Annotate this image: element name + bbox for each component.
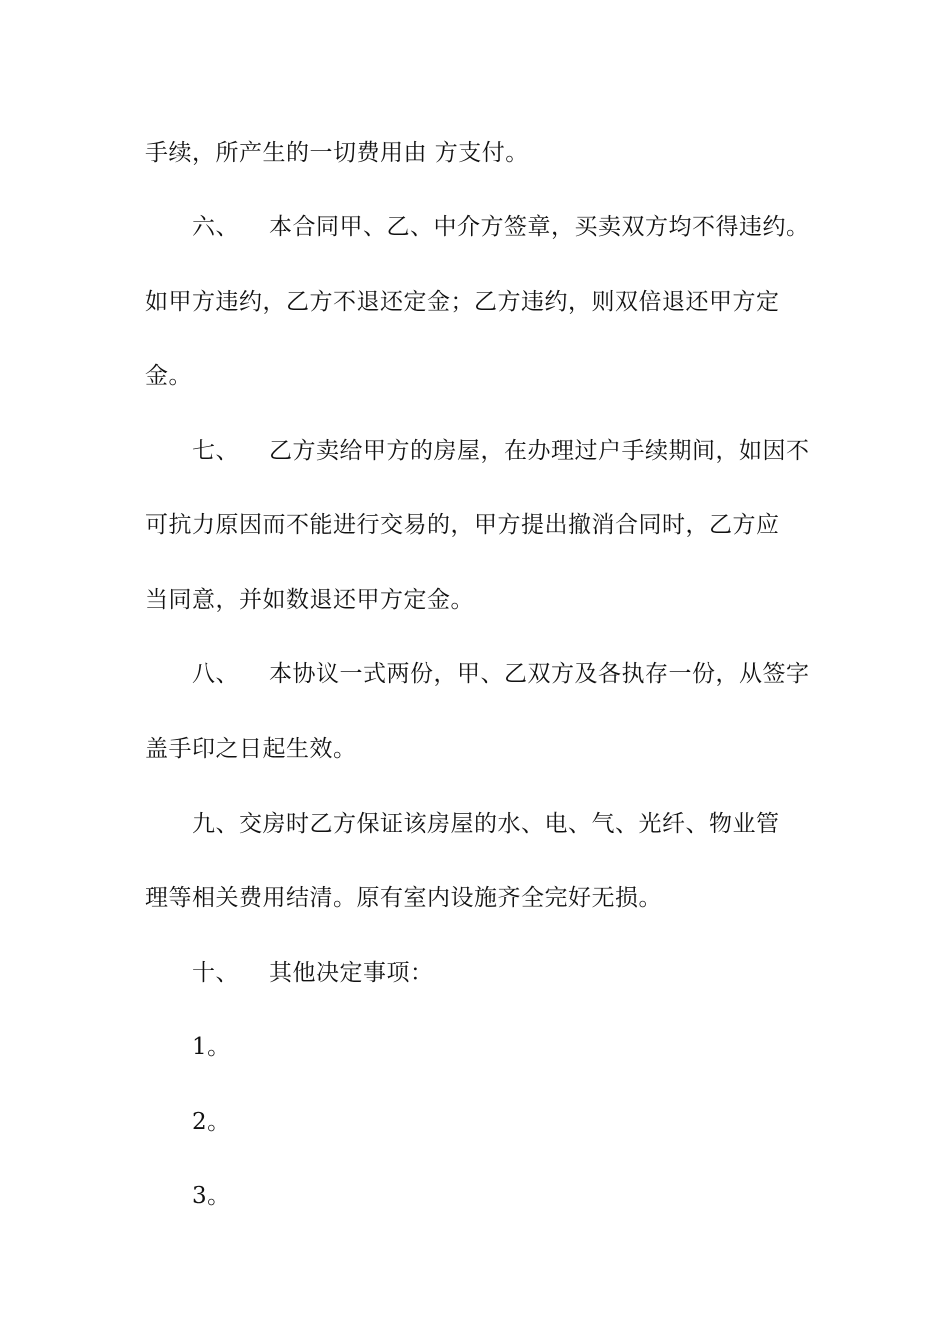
clause-number: 七、: [192, 438, 239, 464]
clause-text: 九、交房时乙方保证该房屋的水、电、气、光纤、物业管: [192, 811, 780, 837]
clause-number: 六、: [192, 214, 239, 240]
clause-text: 本协议一式两份，甲、乙双方及各执存一份，从签字: [269, 661, 810, 687]
clause-text: 本合同甲、乙、中介方签章，买卖双方均不得违约。: [269, 214, 810, 240]
clause-text: 其他决定事项：: [269, 960, 434, 986]
list-item-number: 2。: [192, 1109, 231, 1135]
text-line: [145, 510, 825, 540]
text-line-content: 当同意，并如数退还甲方定金。: [145, 587, 474, 613]
text-line: [145, 287, 825, 317]
text-line-content: 盖手印之日起生效。: [145, 736, 357, 762]
text-line: [145, 361, 825, 391]
text-line: [145, 734, 825, 764]
text-line-content: 手续，所产生的一切费用由 方支付。: [145, 140, 529, 166]
text-line-content: 理等相关费用结清。原有室内设施齐全完好无损。: [145, 885, 662, 911]
clause-eight-line: [192, 659, 872, 689]
list-item: [192, 1032, 872, 1062]
clause-six-line: [192, 212, 872, 242]
text-line: [145, 585, 825, 615]
text-line-content: 金。: [145, 363, 192, 389]
clause-ten-line: [192, 958, 872, 988]
clause-nine-line: [192, 809, 872, 839]
text-line: [145, 138, 825, 168]
text-line-content: 可抗力原因而不能进行交易的，甲方提出撤消合同时，乙方应: [145, 512, 780, 538]
list-item: [192, 1107, 872, 1137]
list-item: [192, 1181, 872, 1211]
text-line: [145, 883, 825, 913]
clause-number: 十、: [192, 960, 239, 986]
clause-number: 八、: [192, 661, 239, 687]
clause-seven-line: [192, 436, 872, 466]
list-item-number: 3。: [192, 1183, 231, 1209]
list-item-number: 1。: [192, 1034, 231, 1060]
text-line-content: 如甲方违约，乙方不退还定金；乙方违约，则双倍退还甲方定: [145, 289, 780, 315]
clause-text: 乙方卖给甲方的房屋，在办理过户手续期间，如因不: [269, 438, 810, 464]
